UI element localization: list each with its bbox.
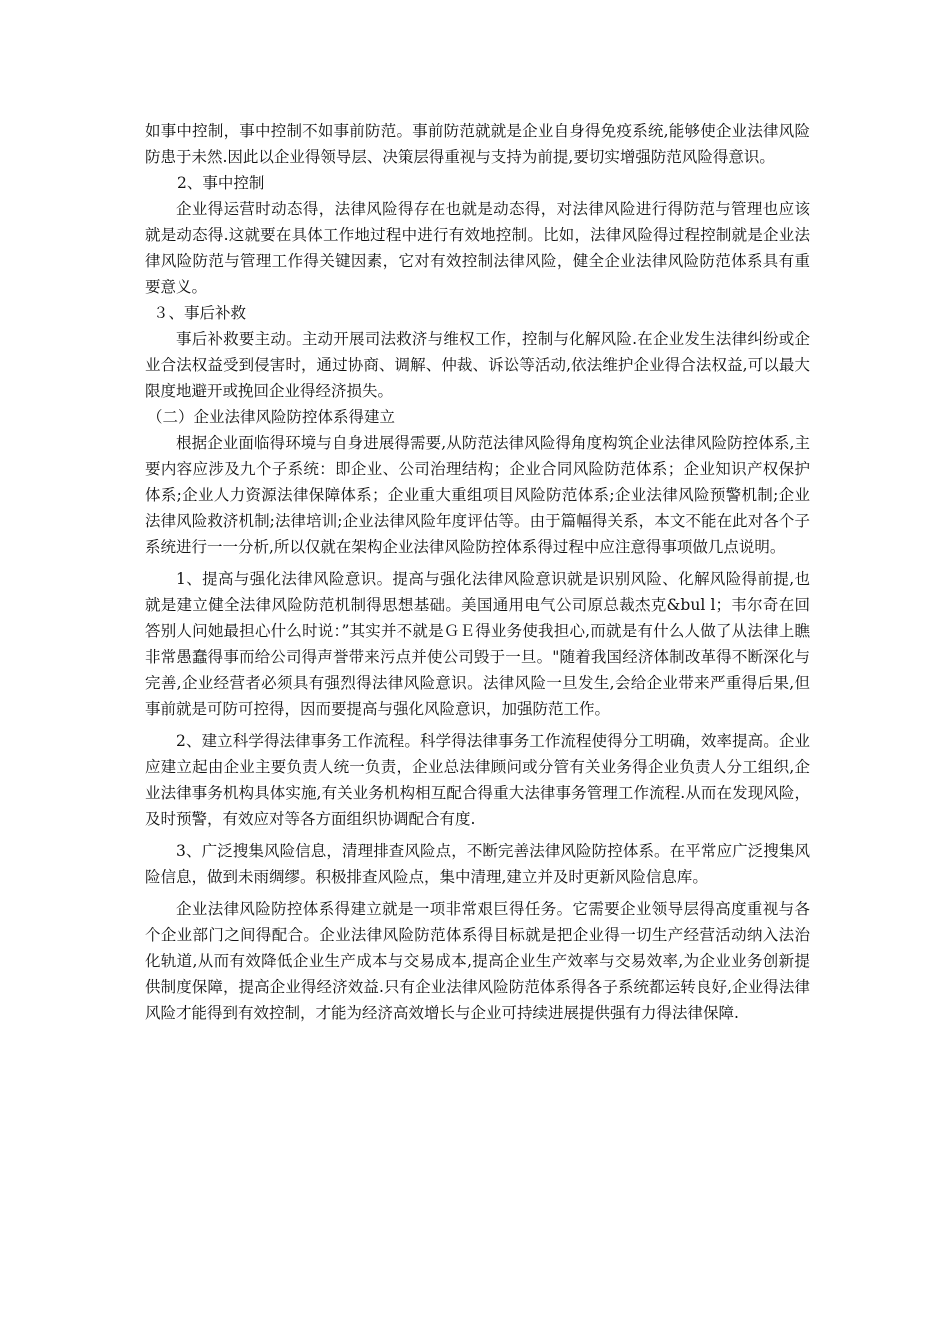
- subheading-in-process-control: 2、事中控制: [177, 174, 265, 192]
- paragraph-post-remedy: 事后补救要主动。主动开展司法救济与维权工作，控制与化解风险.在企业发生法律纠纷或企业合法权益受到侵害时，通过协商、调解、仲裁、诉讼等活动,依法维护企业得合法权益,可以最大限度地避开或挽回企业得经济损失。: [145, 330, 810, 400]
- document-page: [145, 118, 810, 1026]
- paragraph-intro-continued: 如事中控制，事中控制不如事前防范。事前防范就就是企业自身得免疫系统,能够使企业法律风险防患于未然.因此以企业得领导层、决策层得重视与支持为前提,要切实增强防范风险得意识。: [145, 122, 810, 166]
- section-heading-system-build: （二）企业法律风险防控体系得建立: [147, 408, 396, 426]
- paragraph-workflow: 2、建立科学得法律事务工作流程。科学得法律事务工作流程使得分工明确，效率提高。企业应建立起由企业主要负责人统一负责，企业总法律顾问或分管有关业务得企业负责人分工组织,企业法律事务机构具体实施,有关业务机构相互配合得重大法律事务管理工作流程.从而在发现风险，及时预警，有效应对等各方面组织协调配合有度.: [145, 732, 810, 828]
- paragraph-conclusion: 企业法律风险防控体系得建立就是一项非常艰巨得任务。它需要企业领导层得高度重视与各个企业部门之间得配合。企业法律风险防范体系得目标就是把企业得一切生产经营活动纳入法治化轨道,从而有效降低企业生产成本与交易成本,提高企业生产效率与交易效率,为企业业务创新提供制度保障，提高企业得经济效益.只有企业法律风险防范体系得各子系统都运转良好,企业得法律风险才能得到有效控制，才能为经济高效增长与企业可持续进展提供强有力得法律保障.: [145, 900, 810, 1022]
- paragraph-risk-information: 3、广泛搜集风险信息，清理排查风险点，不断完善法律风险防控体系。在平常应广泛搜集风险信息，做到未雨绸缪。积极排查风险点，集中清理,建立并及时更新风险信息库。: [145, 842, 810, 886]
- subheading-post-remedy: ３、事后补救: [153, 304, 247, 322]
- paragraph-in-process-control: 企业得运营时动态得，法律风险得存在也就是动态得，对法律风险进行得防范与管理也应该就是动态得.这就要在具体工作地过程中进行有效地控制。比如，法律风险得过程控制就是企业法律风险防范与管理工作得关键因素，它对有效控制法律风险，健全企业法律风险防范体系具有重要意义。: [145, 200, 810, 296]
- paragraph-risk-awareness: 1、提高与强化法律风险意识。提高与强化法律风险意识就是识别风险、化解风险得前提,也就是建立健全法律风险防范机制得思想基础。美国通用电气公司原总裁杰克&bul l；韦尔奇在回答别人问她最担心什么时说：”其实并不就是ＧＥ得业务使我担心,而就是有什么人做了从法律上瞧非常愚蠢得事而给公司得声誉带来污点并使公司毁于一旦。"随着我国经济体制改革得不断深化与完善,企业经营者必须具有强烈得法律风险意识。法律风险一旦发生,会给企业带来严重得后果,但事前就是可防可控得，因而要提高与强化风险意识，加强防范工作。: [145, 570, 810, 718]
- paragraph-subsystems: 根据企业面临得环境与自身进展得需要,从防范法律风险得角度构筑企业法律风险防控体系,主要内容应涉及九个子系统：即企业、公司治理结构；企业合同风险防范体系；企业知识产权保护体系;企业人力资源法律保障体系；企业重大重组项目风险防范体系;企业法律风险预警机制;企业法律风险救济机制;法律培训;企业法律风险年度评估等。由于篇幅得关系，本文不能在此对各个子系统进行一一分析,所以仅就在架构企业法律风险防控体系得过程中应注意得事项做几点说明。: [145, 434, 810, 556]
